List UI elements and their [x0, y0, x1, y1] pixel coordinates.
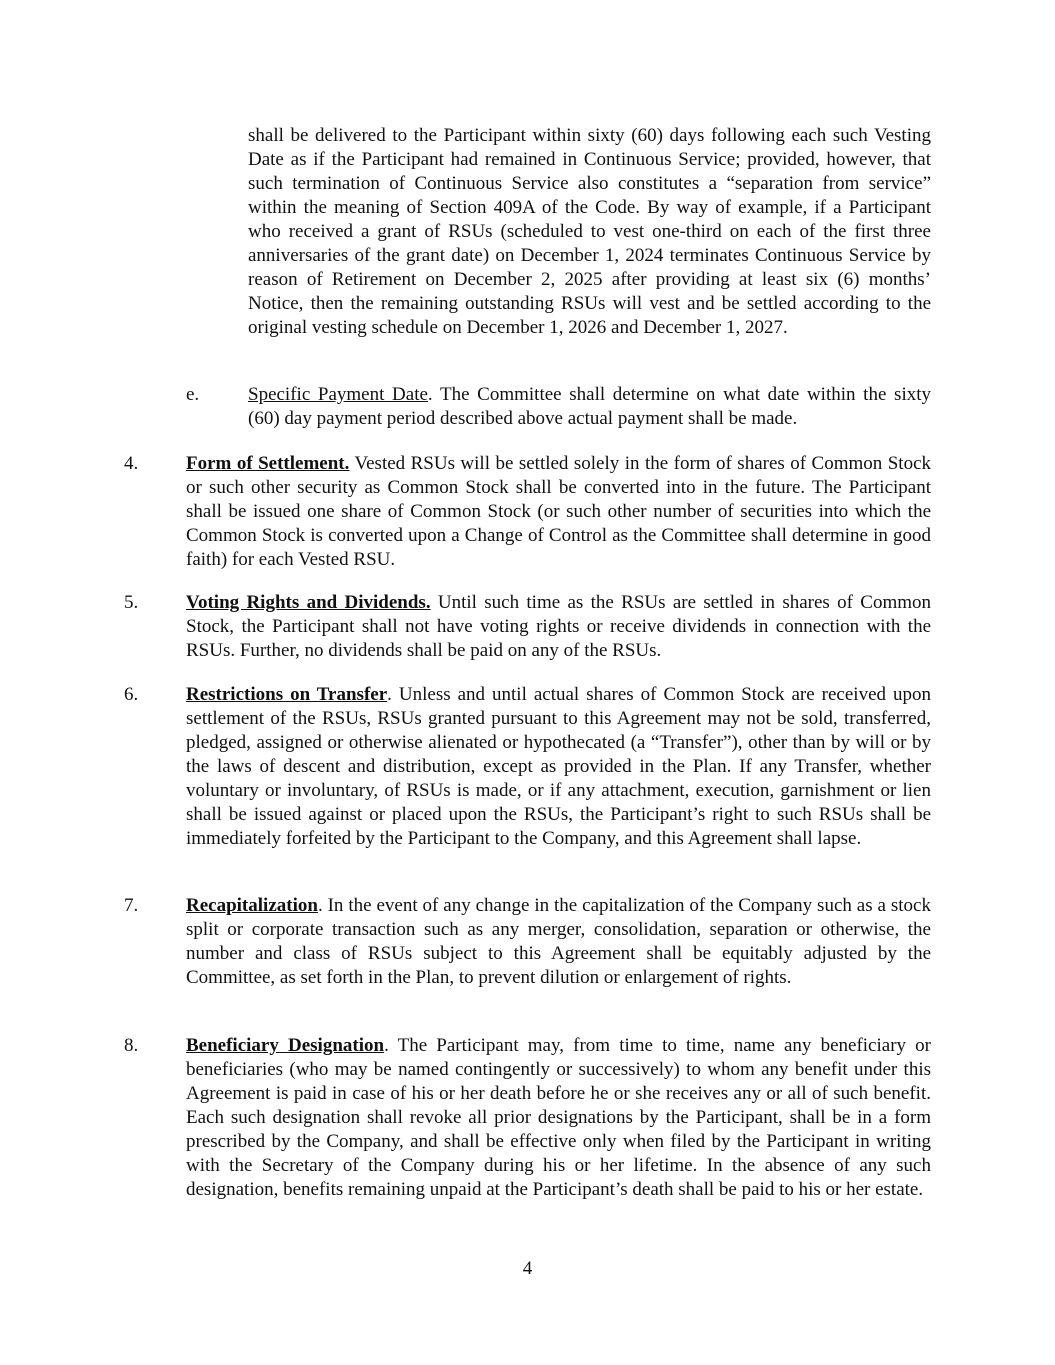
continuation-text: shall be delivered to the Participant within sixty (60) days following each such Vesting Date as if the Participant had remained in Continuous Service; provided, however, that such termination of Continuous Service also constitutes a “separation from service” within the meaning of Section 409A of the Code. By way of example, if a Participant who received a grant of RSUs (scheduled to vest one-third on each of the first three anniversaries of the grant date) on December 1, 2024 terminates Continuous Service by reason of Retirement on December 2, 2025 after providing at least six (6) months’ Notice, then the remaining outstanding RSUs will vest and be settled according to the original vesting schedule on December 1, 2026 and December 1, 2027.	[248, 125, 931, 338]
section-8-heading-punct: .	[384, 1035, 389, 1056]
section-5-text: Until such time as the RSUs are settled in shares of Common Stock, the Participant shall not have voting rights or receive dividends in connection with the RSUs. Further, no dividends shall be paid on any of the RSUs.	[186, 592, 931, 661]
section-8-paragraph	[186, 1034, 931, 1202]
section-6-paragraph	[186, 683, 931, 851]
section-7-number: 7.	[124, 895, 139, 916]
section-8-heading: Beneficiary Designation	[186, 1035, 385, 1056]
section-6-heading: Restrictions on Transfer	[186, 684, 388, 705]
section-5-heading: Voting Rights and Dividends.	[186, 592, 431, 613]
section-7-text: In the event of any change in the capitalization of the Company such as a stock split or corporate transaction such as any merger, consolidation, separation or otherwise, the number and class of RSUs subject to this Agreement shall be equitably adjusted by the Committee, as set forth in the Plan, to prevent dilution or enlargement of rights.	[186, 895, 931, 988]
section-8-number: 8.	[124, 1035, 139, 1056]
section-4-heading: Form of Settlement.	[186, 453, 350, 474]
subsection-e-label: e.	[186, 384, 200, 405]
section-6-text: Unless and until actual shares of Common Stock are received upon settlement of the RSUs, RSUs granted pursuant to this Agreement may not be sold, transferred, pledged, assigned or otherwise alienated or hypothecated (a “Transfer”), other than by will or by the laws of descent and distribution, except as provided in the Plan. If any Transfer, whether voluntary or involuntary, of RSUs is made, or if any attachment, execution, garnishment or lien shall be issued against or placed upon the RSUs, the Participant’s right to such RSUs shall be immediately forfeited by the Participant to the Company, and this Agreement shall lapse.	[186, 684, 931, 849]
section-7-paragraph	[186, 894, 931, 990]
subsection-e-heading: Specific Payment Date	[248, 384, 428, 405]
section-7-heading: Recapitalization	[186, 895, 318, 916]
section-4-text: Vested RSUs will be settled solely in the form of shares of Common Stock or such other security as Common Stock shall be converted into in the future. The Participant shall be issued one share of Common Stock (or such other number of securities into which the Common Stock is converted upon a Change of Control as the Committee shall determine in good faith) for each Vested RSU.	[186, 453, 931, 570]
continuation-paragraph	[248, 124, 931, 340]
section-8-text: The Participant may, from time to time, name any beneficiary or beneficiaries (who may be named contingently or successively) to whom any benefit under this Agreement is paid in case of his or her death before he or she receives any or all of such benefit. Each such designation shall revoke all prior designations by the Participant, shall be in a form prescribed by the Company, and shall be effective only when filed by the Participant in writing with the Secretary of the Company during his or her lifetime. In the absence of any such designation, benefits remaining unpaid at the Participant’s death shall be paid to his or her estate.	[186, 1035, 931, 1200]
subsection-e-paragraph	[248, 383, 931, 431]
section-7-heading-punct: .	[317, 895, 323, 916]
section-5-paragraph	[186, 591, 931, 663]
section-4-paragraph	[186, 452, 931, 572]
section-4-number: 4.	[124, 453, 139, 474]
section-6-number: 6.	[124, 684, 139, 705]
page-number: 4	[522, 1258, 533, 1279]
section-5-number: 5.	[124, 592, 139, 613]
section-6-heading-punct: .	[387, 684, 392, 705]
subsection-e-text: The Committee shall determine on what date within the sixty (60) day payment period described above actual payment shall be made.	[248, 384, 931, 429]
subsection-e-heading-punct: .	[427, 384, 433, 405]
